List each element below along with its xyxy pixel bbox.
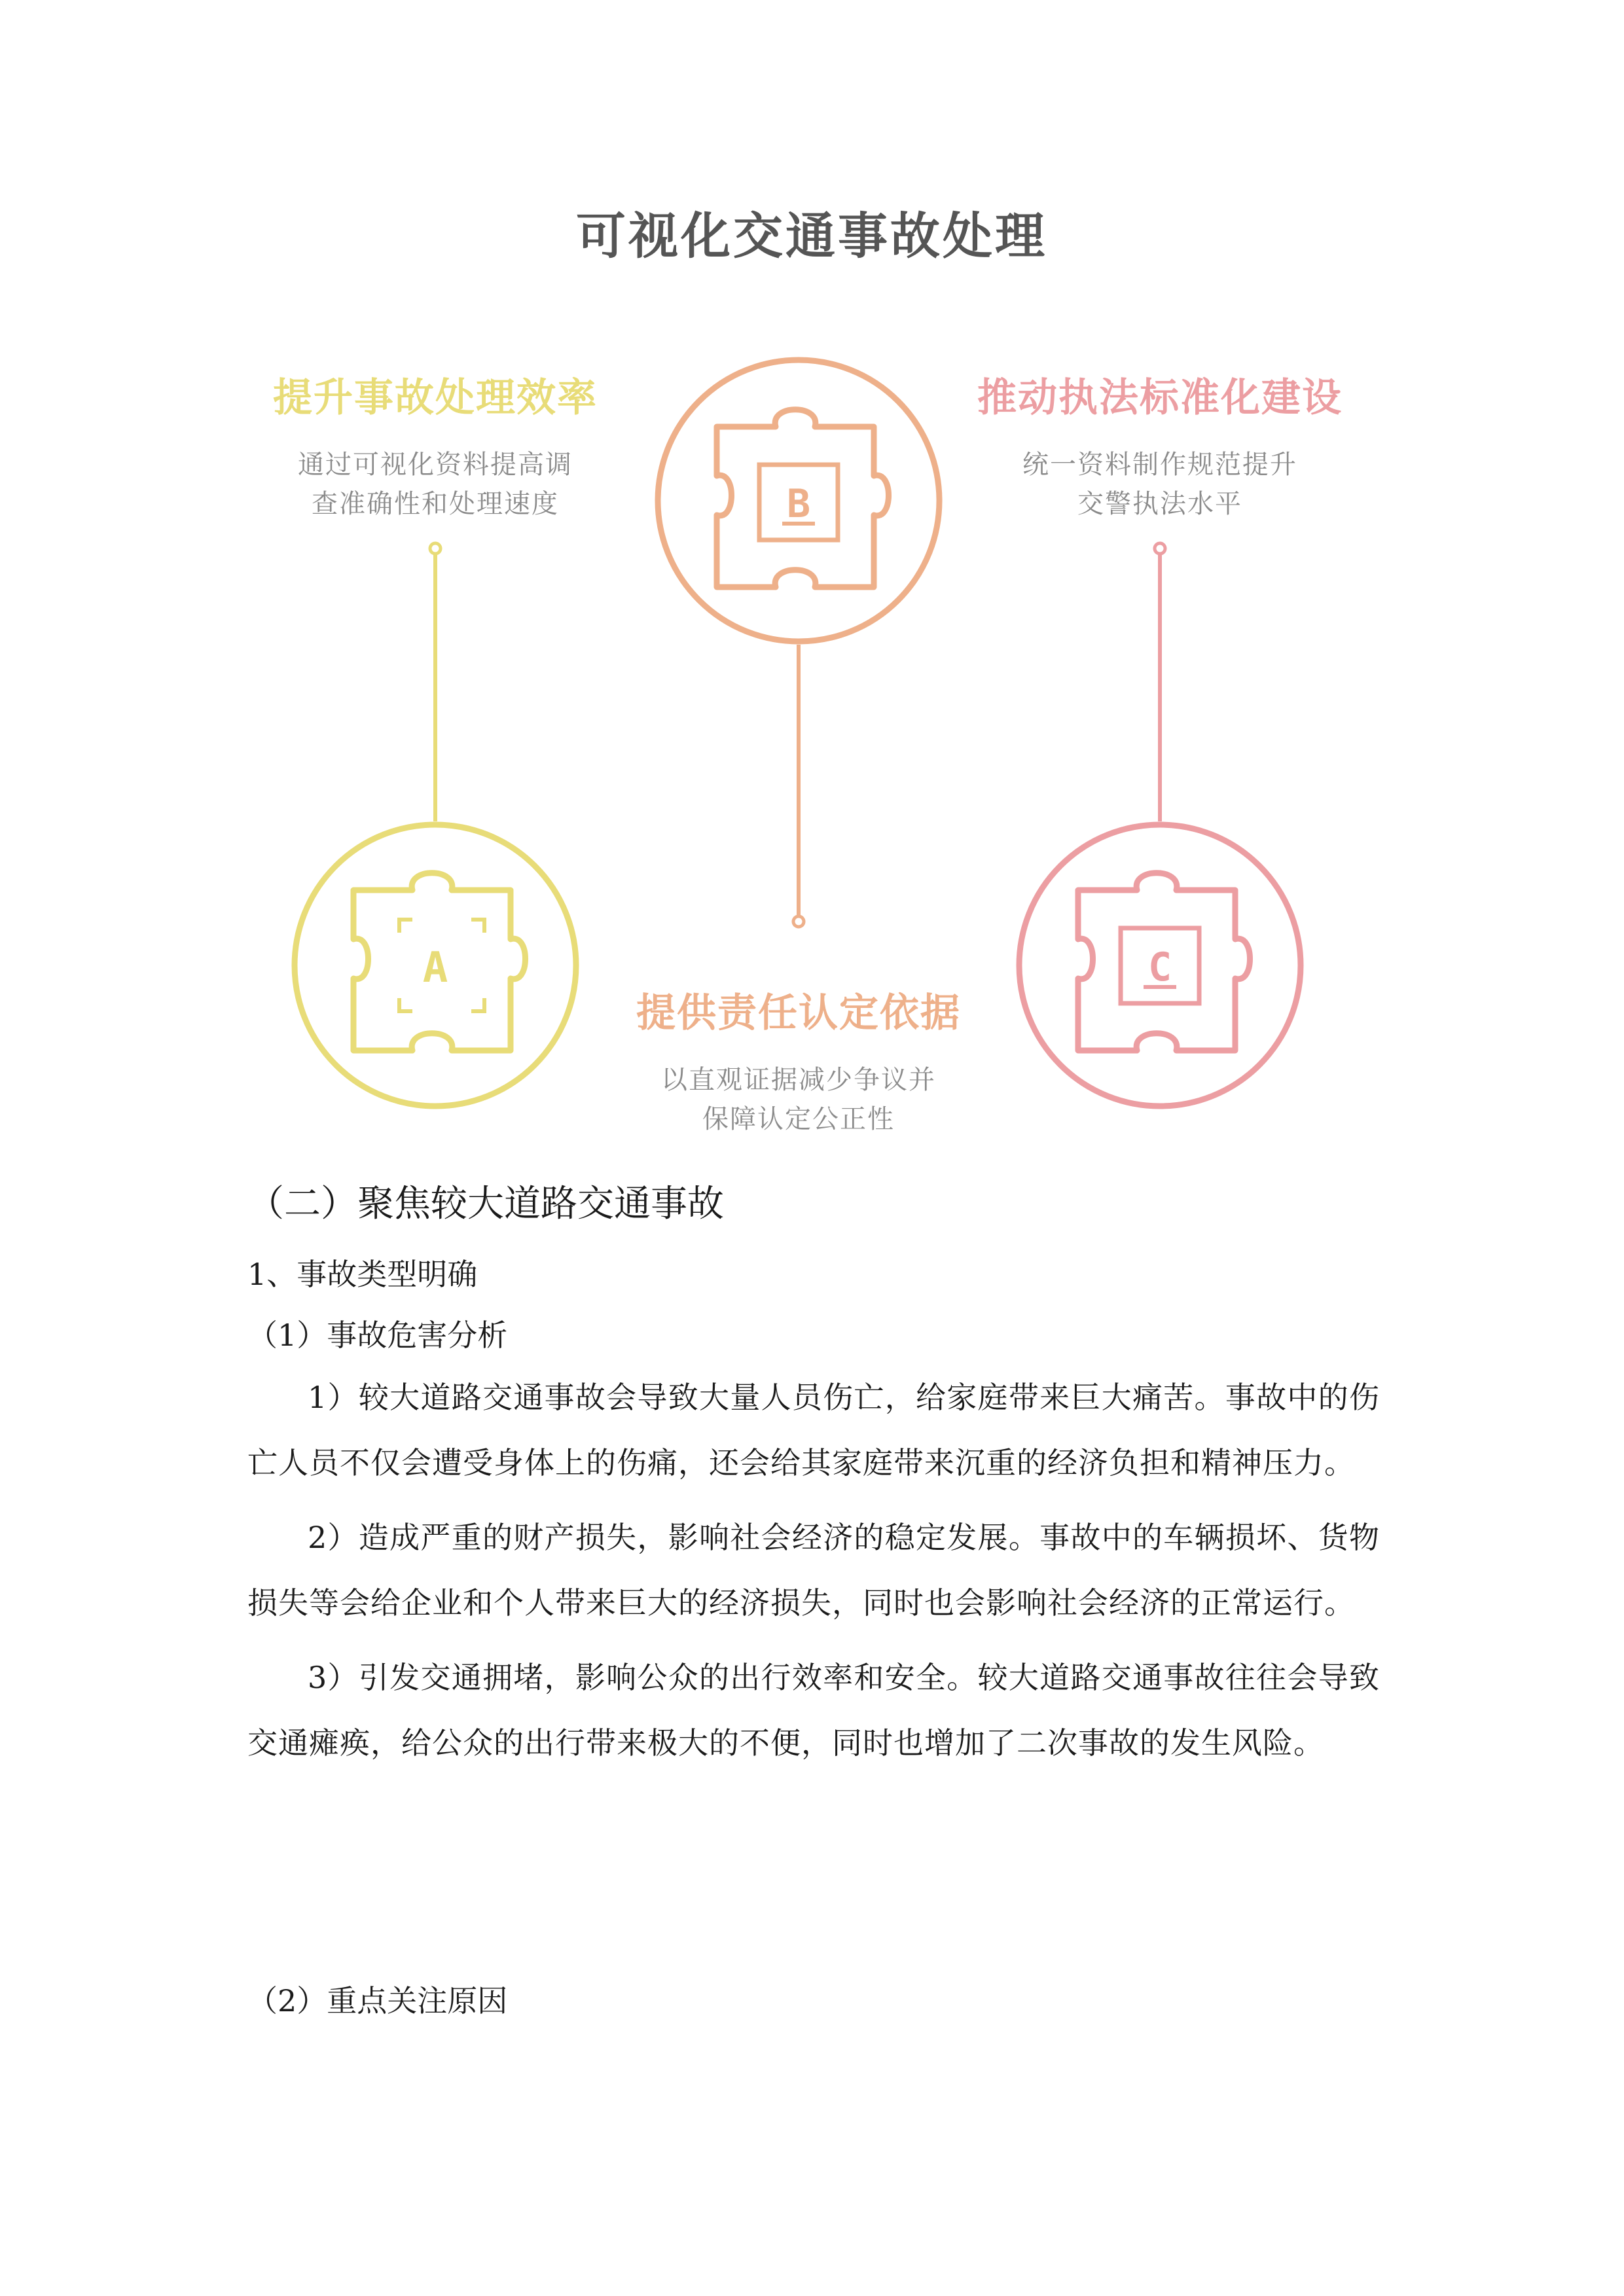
desc-a-line-1: 通过可视化资料提高调: [298, 450, 573, 480]
paragraph-1: 1）较大道路交通事故会导致大量人员伤亡，给家庭带来巨大痛苦。事故中的伤亡人员不仅会遭受身体上的伤痛，还会给其家庭带来沉重的经济负担和精神压力。: [247, 1380, 1380, 1480]
body-paragraphs: [247, 1365, 1380, 1776]
desc-a: [239, 445, 632, 524]
connector-dot-b: [793, 916, 804, 927]
desc-c: [964, 445, 1356, 524]
desc-b-line-2: 保障认定公正性: [702, 1104, 895, 1134]
desc-b: [602, 1060, 995, 1139]
infographic-title: 可视化交通事故处理: [576, 207, 1047, 265]
letter-c: C: [1147, 944, 1172, 990]
heading-c: 推动执法标准化建设: [977, 375, 1343, 421]
heading-a: 提升事故处理效率: [273, 375, 598, 421]
subheading-key-causes: （2）重点关注原因: [247, 1983, 508, 2018]
subheading-accident-types: 1、事故类型明确: [247, 1257, 478, 1292]
desc-c-line-2: 交警执法水平: [1077, 489, 1242, 519]
connector-dot-a: [430, 543, 441, 554]
desc-c-line-1: 统一资料制作规范提升: [1022, 450, 1297, 480]
heading-b: 提供责任认定依据: [636, 990, 961, 1036]
paragraph-3: 3）引发交通拥堵，影响公众的出行效率和安全。较大道路交通事故往往会导致交通瘫痪，给公众的出行带来极大的不便，同时也增加了二次事故的发生风险。: [247, 1660, 1380, 1761]
letter-b: B: [786, 481, 811, 527]
desc-a-line-2: 查准确性和处理速度: [312, 489, 559, 519]
section-heading: （二）聚焦较大道路交通事故: [247, 1183, 724, 1225]
paragraph-2: 2）造成严重的财产损失，影响社会经济的稳定发展。事故中的车辆损坏、货物损失等会给企业和个人带来巨大的经济损失，同时也会影响社会经济的正常运行。: [247, 1520, 1380, 1621]
subheading-hazard-analysis: （1）事故危害分析: [247, 1318, 508, 1353]
desc-b-line-1: 以直观证据减少争议并: [661, 1065, 936, 1095]
puzzle-circle-c: [1019, 825, 1301, 1106]
puzzle-circle-a: [295, 825, 576, 1106]
letter-a: A: [422, 944, 448, 992]
puzzle-circle-b: [658, 360, 939, 641]
connector-dot-c: [1155, 543, 1165, 554]
